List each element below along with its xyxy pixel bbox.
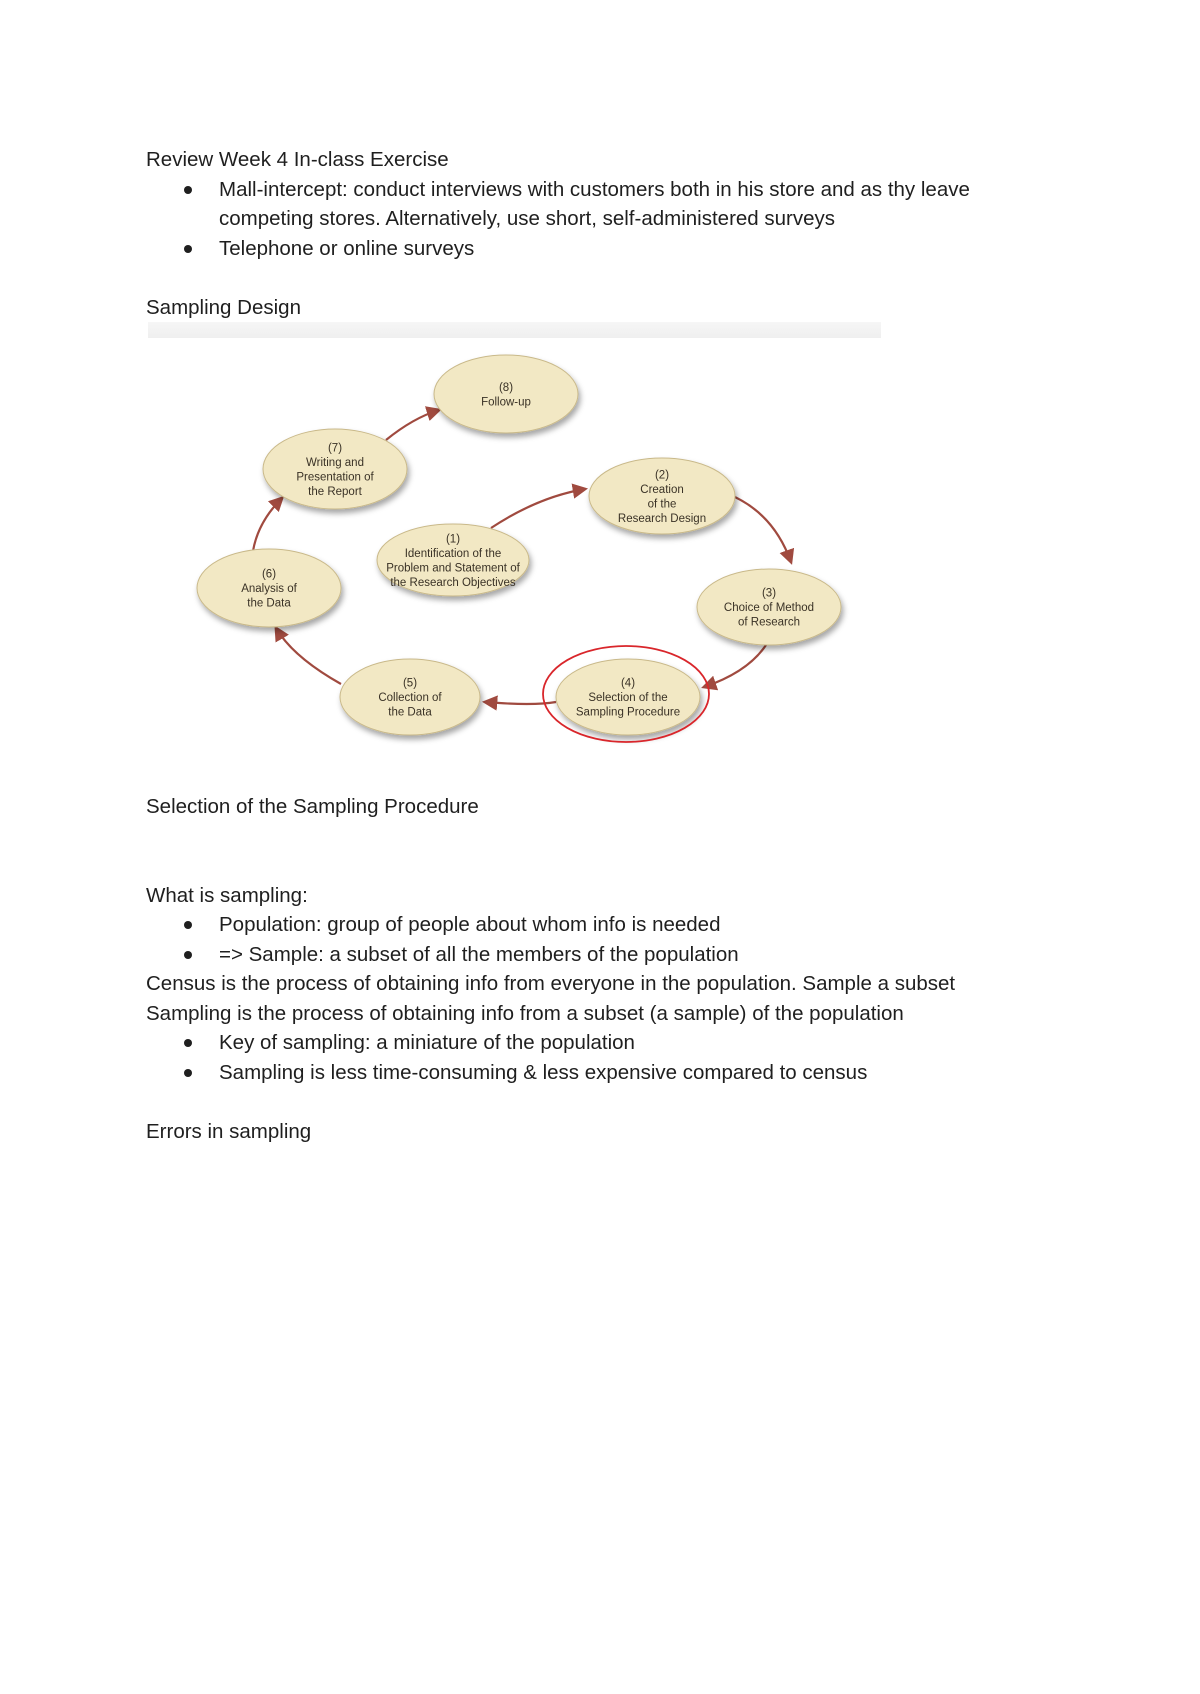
census-line: Census is the process of obtaining info from everyone in the population. Sample a subset <box>146 972 956 995</box>
bottom-text-block <box>146 792 1066 1146</box>
process-step-node <box>340 659 480 735</box>
list-item <box>146 1058 1066 1088</box>
step-number: (3) <box>761 587 777 600</box>
step-number: (8) <box>498 381 514 394</box>
research-process-diagram <box>148 322 881 752</box>
sampling-definition-line: Sampling is the process of obtaining info from a subset (a sample) of the population <box>146 1001 904 1025</box>
step-label-line: Creation <box>640 483 684 496</box>
flow-arrow-3 <box>704 645 766 687</box>
process-step-node <box>589 458 735 534</box>
bullet-text: Mall-intercept: conduct interviews with customers both in his store and as thy leave competing stores. Alternatively, use short, self-administered surveys <box>219 177 970 230</box>
list-item <box>146 1028 1066 1058</box>
step-label-line: Follow-up <box>481 396 531 409</box>
step-number: (7) <box>327 442 343 455</box>
flow-arrow-2 <box>728 494 791 562</box>
process-step-node <box>434 355 578 433</box>
process-step-node <box>263 429 407 509</box>
bullet-text: Sampling is less time-consuming & less expensive compared to census <box>219 1060 868 1084</box>
step-label-line: Analysis of <box>241 583 297 595</box>
bullet-dot-icon <box>184 951 192 959</box>
sampling-bullet-list-b <box>146 1028 1066 1087</box>
step-label-line: Selection of the <box>588 692 668 704</box>
step-label-line: Collection of <box>378 692 442 704</box>
list-item <box>146 910 1066 940</box>
step-label-line: Presentation of <box>296 471 374 484</box>
bullet-text: => Sample: a subset of all the members of the population <box>219 942 739 966</box>
step-number: (6) <box>261 568 277 581</box>
bullet-dot-icon <box>184 1069 192 1077</box>
step-label-line: the Research Objectives <box>390 576 516 589</box>
step-label-line: of the <box>647 498 677 511</box>
step-label-line: Sampling Procedure <box>575 706 681 719</box>
sampling-intro: What is sampling: <box>146 883 308 907</box>
step-number: (5) <box>402 677 418 690</box>
step-label-line: Research Design <box>617 512 707 525</box>
top-text-block <box>146 145 1066 322</box>
step-label-line: the Data <box>247 597 291 610</box>
review-heading: Review Week 4 In-class Exercise <box>146 148 449 171</box>
step-label-line: of Research <box>737 616 801 629</box>
review-bullet-list <box>146 175 1066 264</box>
bullet-dot-icon <box>184 921 192 929</box>
bullet-text: Key of sampling: a miniature of the population <box>219 1031 635 1054</box>
step-label-line: the Report <box>308 485 362 498</box>
step-label-line: Choice of Method <box>723 602 815 614</box>
selection-heading: Selection of the Sampling Procedure <box>146 795 479 818</box>
bullet-text: Population: group of people about whom info is needed <box>219 913 721 936</box>
bullet-text: Telephone or online surveys <box>219 236 475 260</box>
research-cycle-svg <box>148 322 881 752</box>
step-label-line: Identification of the <box>404 547 502 560</box>
bullet-dot-icon <box>184 1039 192 1047</box>
bullet-dot-icon <box>184 186 192 194</box>
process-step-node <box>197 549 341 627</box>
process-step-node <box>377 524 529 596</box>
step-label-line: Writing and <box>306 456 364 469</box>
errors-heading: Errors in sampling <box>146 1119 312 1143</box>
step-label-line: the Data <box>388 706 432 719</box>
flow-arrow-6 <box>253 498 282 551</box>
process-step-node <box>697 569 841 645</box>
step-number: (2) <box>654 469 670 482</box>
sampling-design-heading: Sampling Design <box>146 295 301 319</box>
list-item <box>146 175 1066 234</box>
sampling-bullet-list-a <box>146 910 1066 969</box>
step-number: (1) <box>445 533 461 546</box>
step-ellipse <box>434 355 578 433</box>
process-step-node <box>556 659 700 735</box>
flow-arrow-5 <box>276 628 341 684</box>
list-item <box>146 234 1066 264</box>
step-number: (4) <box>620 677 636 690</box>
bullet-dot-icon <box>184 245 192 253</box>
step-label-line: Problem and Statement of <box>386 562 520 575</box>
flow-arrow-1 <box>491 489 585 528</box>
list-item <box>146 940 1066 970</box>
flow-arrow-7 <box>386 410 439 440</box>
